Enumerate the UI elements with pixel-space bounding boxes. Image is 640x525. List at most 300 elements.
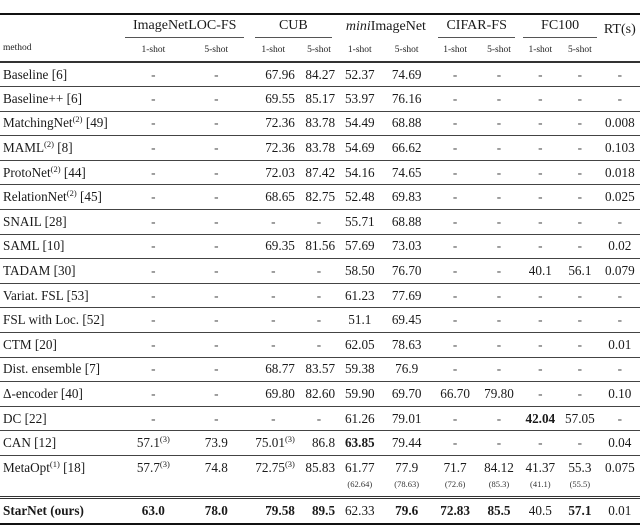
reproduced-value: (62.64) [347,479,373,489]
shot-header: 5-shot [204,45,229,55]
value-cell: - [496,66,502,82]
value-cell: 73.03 [391,238,422,254]
method-footnote: (2) [66,188,77,199]
value-cell: 89.5 [311,502,336,518]
method-cell [0,62,122,87]
value-cell: 84.12 (85.3) [477,456,520,498]
method-cell [0,333,122,358]
value-cell: - [496,312,502,328]
citation: [53] [66,287,89,303]
table-row [0,160,640,185]
value-cell: 79.80 [484,386,514,402]
value-cell: 74.69 [391,66,422,82]
value-cell: 85.83 [305,460,336,475]
value-cell: 69.35 [265,238,295,254]
table-row [0,456,640,498]
shot-header: 1-shot [443,45,467,55]
value-cell: - [151,66,156,82]
value-cell: 57.69 [344,238,375,254]
value-cell: 55.71 [344,213,375,229]
method-footnote: (1) [49,459,60,469]
value-cell: 51.1 [348,312,372,328]
method-name: DC [3,410,22,426]
group-cub: CUB [248,14,339,39]
value-cell: - [214,386,219,402]
value-cell: 61.77 (62.64) [339,456,381,498]
value-cell: - [617,213,623,229]
value-cell: - [214,213,219,229]
value-cell: - [316,312,322,328]
citation: [12] [34,435,57,451]
value-cell: - [496,90,502,106]
value-cell: - [496,189,502,205]
method-footnote: (2) [50,163,61,174]
value-cell: - [538,189,543,205]
value-cell: 0.04 [608,435,632,451]
value-cell: - [496,435,502,451]
method-name: ProtoNet [3,164,51,180]
value-cell: 53.97 [344,90,375,106]
shot-header: 5-shot [307,45,331,55]
value-cell: 78.0 [204,502,228,518]
value-cell: 83.57 [305,361,336,377]
value-cell: - [452,361,458,377]
value-cell: 74.8 [204,460,228,475]
value-cell: 87.42 [305,164,336,180]
value-cell: - [452,140,458,156]
value-cell: - [214,238,219,254]
value-cell: 79.44 [391,435,422,451]
citation: [7] [84,361,101,377]
value-cell: - [271,312,276,328]
table-row [0,382,640,407]
value-cell: - [151,115,156,131]
value-cell: - [496,336,502,352]
table-row [0,431,640,456]
value-cell: 68.77 [265,361,295,377]
value-cell: - [214,189,219,205]
value-cell: 82.75 [305,189,336,205]
value-cell: - [538,164,543,180]
value-cell: 0.079 [604,263,635,279]
value-cell: - [452,66,458,82]
value-cell: 72.36 [265,140,295,156]
value-cell: - [577,90,583,106]
group-cifarfs: CIFAR-FS [433,14,521,39]
value-cell: 76.70 [391,263,422,279]
value-cell: 54.69 [344,140,375,156]
group-miniimagenet: miniImageNet [345,19,426,34]
value-cell: 69.45 [391,312,422,328]
citation: [22] [24,410,47,426]
value-cell: - [151,263,156,279]
citation: [45] [79,189,102,205]
value-cell: 84.27 [305,66,336,82]
header-group-row [0,14,640,39]
value-cell: - [151,312,156,328]
table-row [0,357,640,382]
value-cell: 82.60 [305,386,336,402]
value-cell: - [538,238,543,254]
citation: [49] [85,115,108,131]
value-cell: 57.05 [565,410,595,426]
value-cell: - [538,140,543,156]
method-name: TADAM [3,263,51,279]
value-cell: - [151,386,156,402]
method-name: FSL with Loc. [3,312,80,328]
value-cell: - [577,66,583,82]
value-cell: 83.78 [305,140,336,156]
value-cell: 0.02 [608,238,632,254]
group-imagenetloc: ImageNetLOC-FS [122,14,248,39]
table-row [0,111,640,136]
value-cell: - [151,213,156,229]
value-cell: - [496,213,502,229]
table-row [0,259,640,284]
table-row [0,136,640,161]
value-cell: - [538,66,543,82]
value-cell: - [452,90,458,106]
table-row [0,283,640,308]
value-footnote: (3) [284,459,295,469]
method-name: Baseline [3,66,49,82]
value-cell: - [496,115,502,131]
table-row [0,87,640,112]
value-cell: - [214,164,219,180]
value-cell: - [214,263,219,279]
reproduced-value: (41.1) [530,479,551,489]
value-cell: 73.9 [204,435,228,451]
value-cell: 69.55 [265,90,295,106]
value-cell: - [452,189,458,205]
value-cell: 72.03 [265,164,295,180]
value-cell: - [452,435,458,451]
value-cell: - [538,90,543,106]
value-cell: 0.01 [608,336,632,352]
value-cell: - [496,238,502,254]
method-cell [0,308,122,333]
citation: [10] [42,238,65,254]
value-cell: 57.1 [568,502,592,518]
method-footnote: (2) [44,139,54,150]
value-cell: 72.83 [440,502,470,518]
value-cell: - [577,386,583,402]
value-cell: - [538,386,543,402]
method-cell [0,283,122,308]
method-name: Dist. ensemble [3,361,82,377]
value-cell: - [577,238,583,254]
citation: [28] [44,213,67,229]
citation: [30] [53,263,76,279]
value-cell: 0.018 [604,164,635,180]
value-cell: - [577,164,583,180]
value-cell: 40.1 [528,263,552,279]
value-cell: - [452,263,458,279]
value-cell: - [452,287,458,303]
value-cell: 69.70 [391,386,422,402]
value-cell: - [214,90,219,106]
value-cell: - [214,115,219,131]
method-cell [0,498,122,524]
value-cell: 62.05 [344,336,375,352]
value-cell: - [214,312,219,328]
shot-header: 1-shot [141,45,166,55]
value-cell: - [496,287,502,303]
value-cell: - [214,336,219,352]
value-cell: - [316,336,322,352]
value-cell: 69.83 [391,189,422,205]
value-cell: - [538,361,543,377]
value-cell: 0.008 [604,115,635,131]
value-cell: 57.1$^{(3)}$ [136,434,170,451]
value-cell: - [151,90,156,106]
value-cell: 72.36 [265,115,295,131]
value-cell: - [271,287,276,303]
value-cell: - [316,263,322,279]
value-cell: - [577,115,583,131]
value-cell: - [452,238,458,254]
table-row [0,62,640,87]
method-name: CTM [3,336,32,352]
method-cell [0,185,122,210]
value-cell: - [452,410,458,426]
method-cell [0,456,122,498]
value-cell: - [617,312,623,328]
value-cell: 57.7$^{(3)}$ [136,459,170,475]
table-row [0,210,640,235]
method-header: method [3,43,32,53]
method-footnote: (2) [72,114,83,125]
reproduced-value: (72.6) [444,479,466,489]
value-footnote: (3) [284,434,295,445]
value-cell: - [214,140,219,156]
value-cell: 68.65 [265,189,295,205]
value-cell: 0.103 [604,140,635,156]
value-cell: 72.75$^{(3)}$ [255,459,295,475]
value-footnote: (3) [159,459,170,469]
value-cell: - [151,189,156,205]
value-cell: - [452,312,458,328]
value-cell: 62.33 [344,502,375,518]
value-cell: - [316,410,322,426]
group-fc100: FC100 [521,14,600,39]
value-cell: 59.38 [344,361,375,377]
value-cell: 81.56 [305,238,336,254]
value-cell: - [271,336,276,352]
value-cell: 85.5 [487,502,511,518]
method-name: SAML [3,238,40,254]
value-cell: - [496,361,502,377]
value-cell: - [577,189,583,205]
reproduced-value: (78.63) [394,479,420,489]
table-row [0,234,640,259]
value-cell: 0.01 [608,502,632,518]
method-cell [0,259,122,284]
method-name: Δ-encoder [3,386,58,402]
value-cell: 86.8 [311,435,336,451]
value-cell: 68.88 [391,115,422,131]
method-cell [0,431,122,456]
value-cell: - [496,410,502,426]
value-cell: - [151,140,156,156]
value-cell: - [151,238,156,254]
value-cell: - [151,164,156,180]
method-cell [0,160,122,185]
value-cell: - [151,336,156,352]
value-cell: - [538,115,543,131]
value-cell: - [577,435,583,451]
value-cell: - [214,361,219,377]
value-cell: 85.17 [305,90,336,106]
value-cell: - [151,287,156,303]
value-cell: 55.3 (55.5) [560,456,600,498]
value-cell: - [496,263,502,279]
method-cell [0,210,122,235]
value-cell: 67.96 [265,66,295,82]
table-row [0,333,640,358]
value-cell: - [271,263,276,279]
value-cell: 0.10 [608,386,632,402]
value-cell: - [271,410,276,426]
method-cell [0,111,122,136]
citation: [44] [63,164,86,180]
value-cell: 56.1 [568,263,592,279]
results-body [0,62,640,524]
citation: [18] [63,460,86,475]
method-name: RelationNet [3,189,67,205]
value-cell: 78.63 [391,336,422,352]
value-cell: - [271,213,276,229]
method-name: MAML [3,140,45,156]
value-cell: - [452,115,458,131]
method-name: Baseline++ [3,90,64,106]
method-cell [0,406,122,431]
table-caption-cropped [0,0,640,4]
value-cell: - [617,90,623,106]
value-cell: - [577,361,583,377]
value-cell: 59.90 [344,386,375,402]
value-cell: - [452,164,458,180]
value-cell: - [577,140,583,156]
citation: [8] [57,140,73,156]
value-cell: - [617,410,623,426]
value-cell: 42.04 [525,410,556,426]
method-name: CAN [3,435,31,451]
value-cell: 54.16 [344,164,375,180]
value-cell: - [538,287,543,303]
value-cell: 0.025 [604,189,635,205]
table-row [0,308,640,333]
value-cell: 74.65 [391,164,422,180]
shot-header: 5-shot [394,45,419,55]
value-cell: 77.9 (78.63) [381,456,433,498]
citation: [40] [60,386,83,402]
value-cell: - [538,213,543,229]
value-cell: - [214,66,219,82]
value-cell: - [151,361,156,377]
shot-header: 5-shot [568,45,592,55]
value-cell: - [538,435,543,451]
rt-header: RT(s) [603,22,636,37]
value-cell: - [538,336,543,352]
method-cell [0,234,122,259]
value-cell: 61.26 [344,410,375,426]
value-cell: 58.50 [344,263,375,279]
value-cell: 76.9 [395,361,419,377]
value-cell: - [452,213,458,229]
value-cell: 79.6 [395,502,419,518]
value-cell: - [577,287,583,303]
shot-header: 1-shot [261,45,286,55]
method-name: MetaOpt [3,460,50,475]
table-row [0,185,640,210]
value-cell: - [496,140,502,156]
value-cell: - [617,287,623,303]
value-cell: 69.80 [265,386,295,402]
value-cell: - [538,312,543,328]
value-cell: - [214,410,219,426]
value-cell: 71.7 (72.6) [433,456,478,498]
value-cell: - [617,361,623,377]
value-cell: 54.49 [344,115,375,131]
value-cell: - [214,287,219,303]
value-cell: 0.075 [604,460,635,475]
method-cell [0,357,122,382]
value-cell: 63.85 [344,435,375,451]
value-cell: 61.23 [344,287,375,303]
value-cell: 77.69 [391,287,422,303]
method-cell [0,382,122,407]
value-cell: 41.37 (41.1) [521,456,561,498]
value-footnote: (3) [159,434,170,445]
method-cell [0,87,122,112]
value-cell: - [151,410,156,426]
method-name: StarNet (ours) [3,502,84,518]
reproduced-value: (55.5) [569,479,591,489]
results-table [0,13,640,525]
table-row [0,406,640,431]
reproduced-value: (85.3) [488,479,510,489]
value-cell: 68.88 [391,213,422,229]
value-cell: 75.01$^{(3)}$ [255,434,295,451]
value-cell: - [577,336,583,352]
value-cell: 83.78 [305,115,336,131]
citation: [6] [51,66,68,82]
header-shot-row [0,39,640,62]
table-row [0,498,640,524]
value-cell: 66.70 [440,386,470,402]
value-cell: - [496,164,502,180]
value-cell: 76.16 [391,90,422,106]
shot-header: 1-shot [528,45,553,55]
citation: [52] [82,312,105,328]
value-cell: - [617,66,623,82]
value-cell: 63.0 [141,502,165,518]
citation: [20] [34,336,57,352]
value-cell: 40.5 [528,502,552,518]
value-cell: 79.58 [265,502,295,518]
value-cell: - [452,336,458,352]
value-cell: - [316,213,322,229]
method-name: MatchingNet [3,115,73,131]
method-name: Variat. FSL [3,287,64,303]
shot-header: 5-shot [487,45,511,55]
value-cell: - [577,312,583,328]
value-cell: 66.62 [391,140,422,156]
value-cell: 52.48 [344,189,375,205]
value-cell: 52.37 [344,66,375,82]
method-cell [0,136,122,161]
